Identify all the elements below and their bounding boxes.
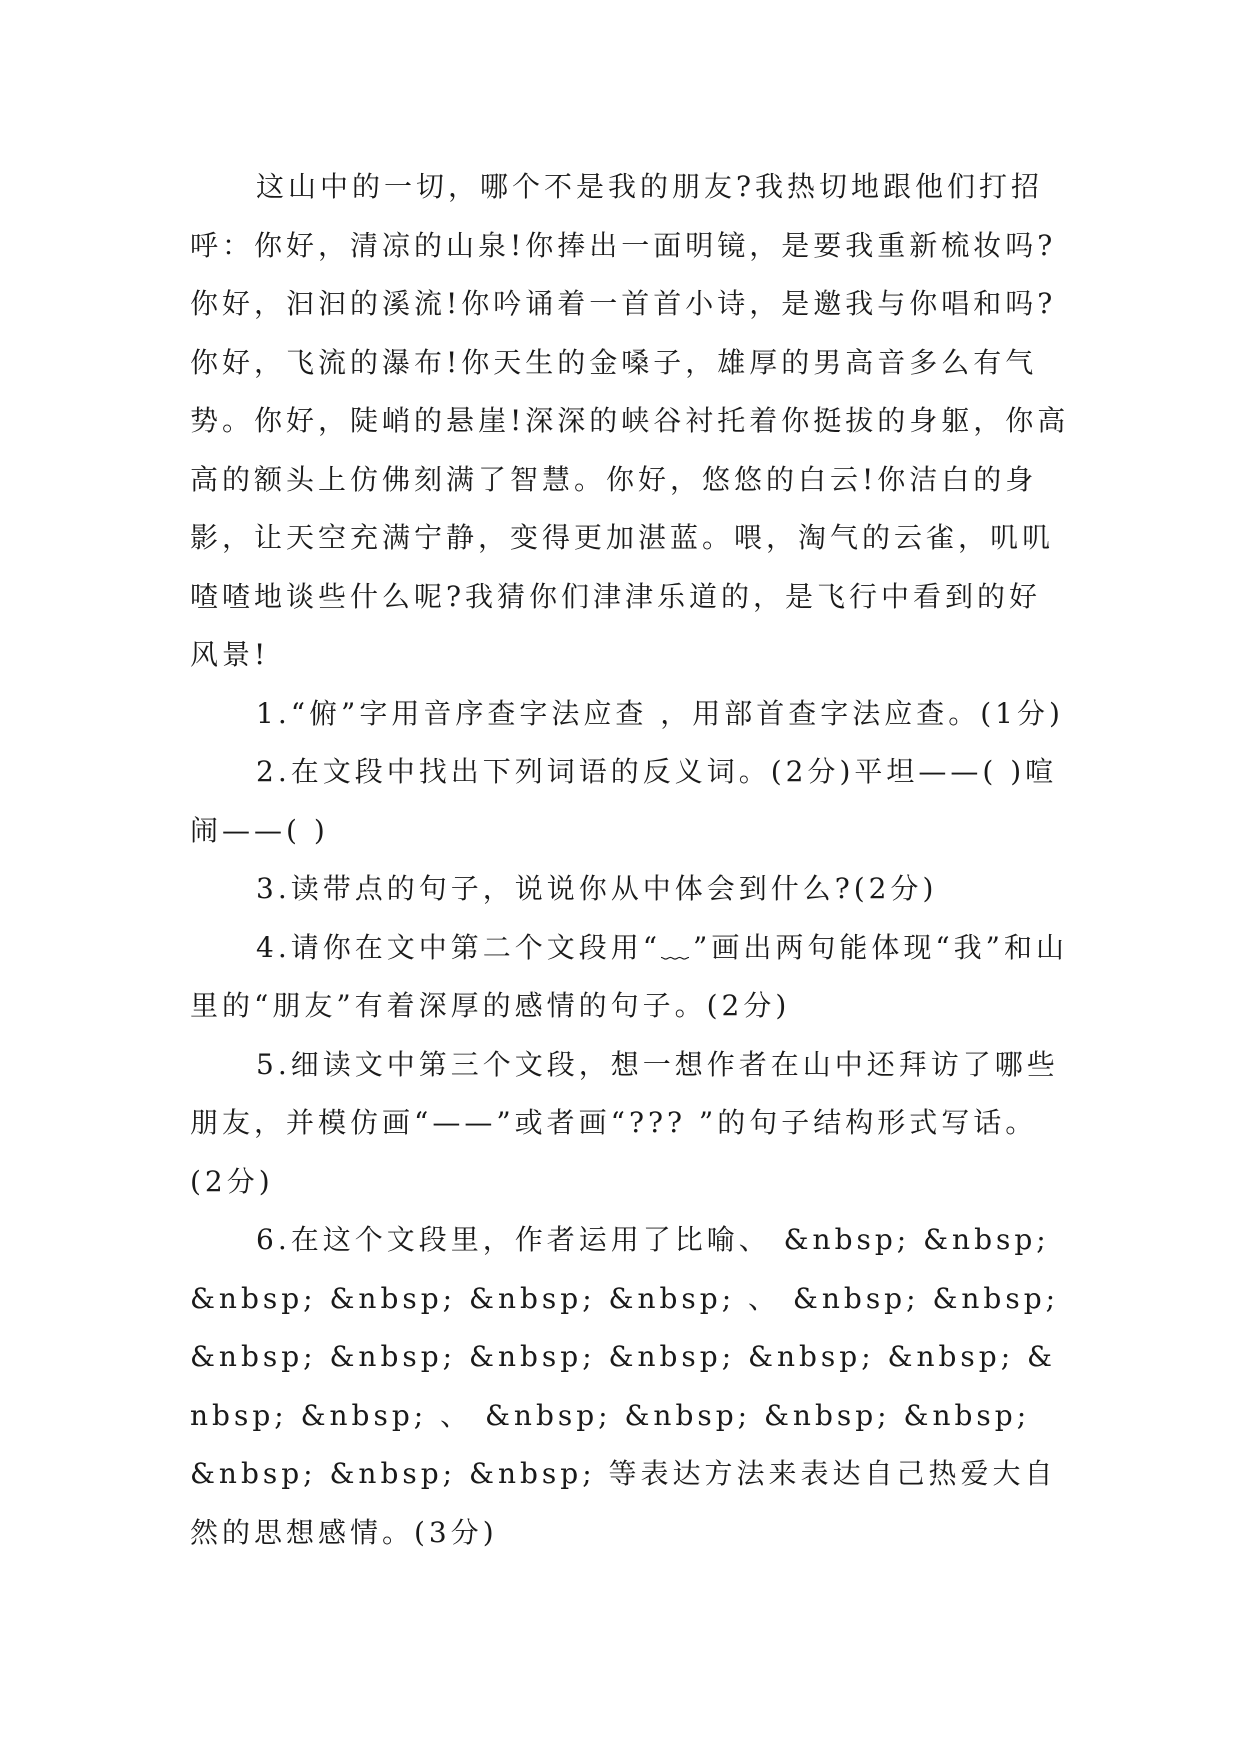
document-page <box>190 158 1070 1562</box>
question-2: 2.在文段中找出下列词语的反义词。(2分)平坦——( )喧闹——( ) <box>190 755 1058 847</box>
question-4: 4.请你在文中第二个文段用“﹏”画出两句能体现“我”和山里的“朋友”有着深厚的感情的句子。(2分) <box>190 930 1068 1022</box>
passage-paragraph: 这山中的一切，哪个不是我的朋友?我热切地跟他们打招呼：你好，清凉的山泉!你捧出一面明镜，是要我重新梳妆吗?你好，汩汩的溪流!你吟诵着一首首小诗，是邀我与你唱和吗?你好，飞流的瀑布!你天生的金嗓子，雄厚的男高音多么有气势。你好，陡峭的悬崖!深深的峡谷衬托着你挺拔的身躯，你高高的额头上仿佛刻满了智慧。你好，悠悠的白云!你洁白的身影，让天空充满宁静，变得更加湛蓝。喂，淘气的云雀，叽叽喳喳地谈些什么呢?我猜你们津津乐道的，是飞行中看到的好风景! <box>190 170 1070 671</box>
question-1: 1.“俯”字用音序查字法应查 ，用部首查字法应查。(1分) <box>256 696 1064 730</box>
question-3: 3.读带点的句子，说说你从中体会到什么?(2分) <box>256 872 938 905</box>
question-5: 5.细读文中第三个文段，想一想作者在山中还拜访了哪些朋友，并模仿画“——”或者画“??? ”的句子结构形式写话。(2分) <box>190 1047 1059 1198</box>
question-6: 6.在这个文段里，作者运用了比喻、 &nbsp; &nbsp; &nbsp; &nbsp; &nbsp; &nbsp; 、 &nbsp; &nbsp; &nbsp; &nbsp; &nbsp; &nbsp; &nbsp; &nbsp; &nbsp; &nbsp; 、 &nbsp; &nbsp; &nbsp; &nbsp; &nbsp; &nbsp; &nbsp; 等表达方法来表达自己热爱大自然的思想感情。(3分) <box>190 1223 1060 1549</box>
